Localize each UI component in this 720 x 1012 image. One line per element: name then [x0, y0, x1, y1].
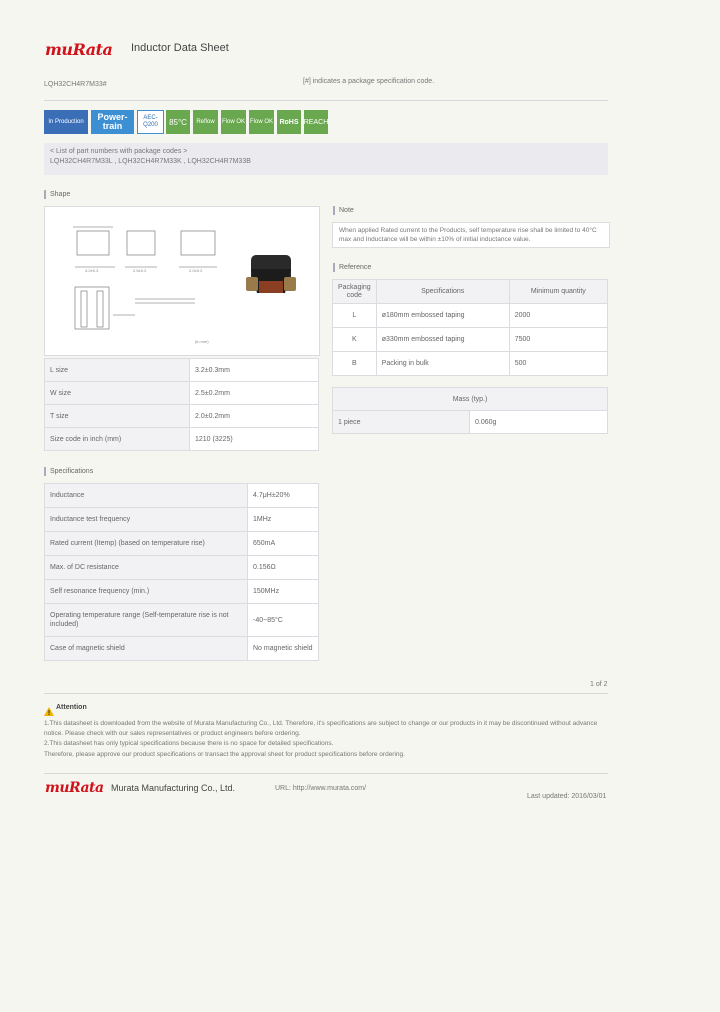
table-row	[333, 328, 608, 352]
row-value: -40~85°C	[248, 604, 319, 637]
svg-text:2.5±0.2: 2.5±0.2	[133, 268, 147, 273]
reference-table	[332, 279, 608, 376]
table-row	[45, 637, 319, 661]
note-section-title: Note	[333, 206, 354, 215]
page-title: Inductor Data Sheet	[131, 42, 229, 54]
status-badge: In Production	[44, 110, 88, 134]
table-row	[333, 411, 608, 434]
shape-section-title: Shape	[44, 190, 70, 199]
row-spec: Packing in bulk	[376, 352, 509, 376]
rohs-badge: RoHS	[277, 110, 301, 134]
row-label: Rated current (Itemp) (based on temperature rise)	[45, 532, 248, 556]
row-value: No magnetic shield	[248, 637, 319, 661]
row-code: L	[333, 304, 377, 328]
table-row	[45, 508, 319, 532]
reference-section-title: Reference	[333, 263, 371, 272]
shape-table	[44, 358, 319, 451]
row-qty: 500	[509, 352, 607, 376]
flow-ok-badge: Flow OK	[221, 110, 246, 134]
specifications-table	[44, 483, 319, 661]
temperature-85-badge: 85°C	[166, 110, 190, 134]
package-code-notice: [#] indicates a package specification code.	[303, 78, 435, 85]
row-label: Max. of DC resistance	[45, 556, 248, 580]
column-header: Minimum quantity	[509, 280, 607, 304]
reflow-badge: Reflow	[193, 110, 218, 134]
company-url[interactable]: URL: http://www.murata.com/	[275, 785, 367, 792]
attention-line-1: 1.This datasheet is downloaded from the website of Murata Manufacturing Co., Ltd. Therefore, it's specifications are subject to change or our products in it may be discontinued without advance notice. Please check with our sales representatives or product engineers before ordering.	[44, 720, 598, 737]
row-label: Size code in inch (mm)	[45, 428, 190, 451]
row-label: Inductance	[45, 484, 248, 508]
murata-logo: muRata	[45, 40, 113, 59]
column-header: Specifications	[376, 280, 509, 304]
row-value: 4.7μH±20%	[248, 484, 319, 508]
row-value: 1MHz	[248, 508, 319, 532]
table-header-row	[333, 388, 608, 411]
aec-q200-badge: AEC-Q200	[137, 110, 164, 134]
mass-table	[332, 387, 608, 434]
row-label: L size	[45, 359, 190, 382]
svg-text:2.0±0.2: 2.0±0.2	[189, 268, 203, 273]
part-list-heading: < List of part numbers with package codes >	[50, 148, 188, 155]
table-row	[45, 359, 319, 382]
attention-title: Attention	[56, 704, 87, 711]
table-row	[45, 382, 319, 405]
row-value: 2.0±0.2mm	[190, 405, 319, 428]
specifications-section-title: Specifications	[44, 467, 93, 476]
row-value: 650mA	[248, 532, 319, 556]
last-updated: Last updated: 2016/03/01	[527, 793, 607, 800]
flow-ok-badge-2: Flow OK	[249, 110, 274, 134]
row-code: K	[333, 328, 377, 352]
page-number: 1 of 2	[590, 681, 608, 688]
row-value: 150MHz	[248, 580, 319, 604]
column-header: Packaging code	[333, 280, 377, 304]
row-value: 2.5±0.2mm	[190, 382, 319, 405]
row-qty: 2000	[509, 304, 607, 328]
row-code: B	[333, 352, 377, 376]
row-spec: ø330mm embossed taping	[376, 328, 509, 352]
power-train-badge: Power-train	[91, 110, 134, 134]
part-number: LQH32CH4R7M33#	[44, 81, 107, 88]
row-value: 1210 (3225)	[190, 428, 319, 451]
dimension-drawing-icon	[45, 207, 319, 355]
row-value: 0.060g	[470, 411, 608, 434]
table-row	[333, 304, 608, 328]
note-text: When applied Rated current to the Products, self temperature rise shall be limited to 40°C max and Inductance will be within ±10% of initial inductance value.	[332, 222, 610, 248]
row-label: Self resonance frequency (min.)	[45, 580, 248, 604]
row-value: 0.156Ω	[248, 556, 319, 580]
table-row	[45, 428, 319, 451]
row-label: Inductance test frequency	[45, 508, 248, 532]
attention-line-3: Therefore, please approve our product specifications or transact the approval sheet for product specifications before ordering.	[44, 751, 405, 758]
row-label: Case of magnetic shield	[45, 637, 248, 661]
row-label: W size	[45, 382, 190, 405]
table-row	[45, 532, 319, 556]
attention-line-2: 2.This datasheet has only typical specifications because there is no space for detailed specifications.	[44, 740, 334, 747]
table-row	[45, 604, 319, 637]
row-label: Operating temperature range (Self-temperature rise is not included)	[45, 604, 248, 637]
row-label: T size	[45, 405, 190, 428]
shape-drawing	[44, 206, 320, 356]
table-header-row	[333, 280, 608, 304]
table-row	[45, 484, 319, 508]
table-row	[45, 556, 319, 580]
table-row	[45, 405, 319, 428]
svg-text:(in mm): (in mm)	[195, 339, 209, 344]
reach-badge: REACH	[304, 110, 328, 134]
part-list-items[interactable]: LQH32CH4R7M33L , LQH32CH4R7M33K , LQH32CH4R7M33B	[50, 158, 251, 165]
company-name: Murata Manufacturing Co., Ltd.	[111, 783, 236, 793]
row-value: 3.2±0.3mm	[190, 359, 319, 382]
row-label: 1 piece	[333, 411, 470, 434]
footer-murata-logo: muRata	[45, 780, 104, 796]
row-qty: 7500	[509, 328, 607, 352]
row-spec: ø180mm embossed taping	[376, 304, 509, 328]
column-header: Mass (typ.)	[333, 388, 608, 411]
table-row	[333, 352, 608, 376]
svg-text:3.2±0.3: 3.2±0.3	[85, 268, 99, 273]
table-row	[45, 580, 319, 604]
